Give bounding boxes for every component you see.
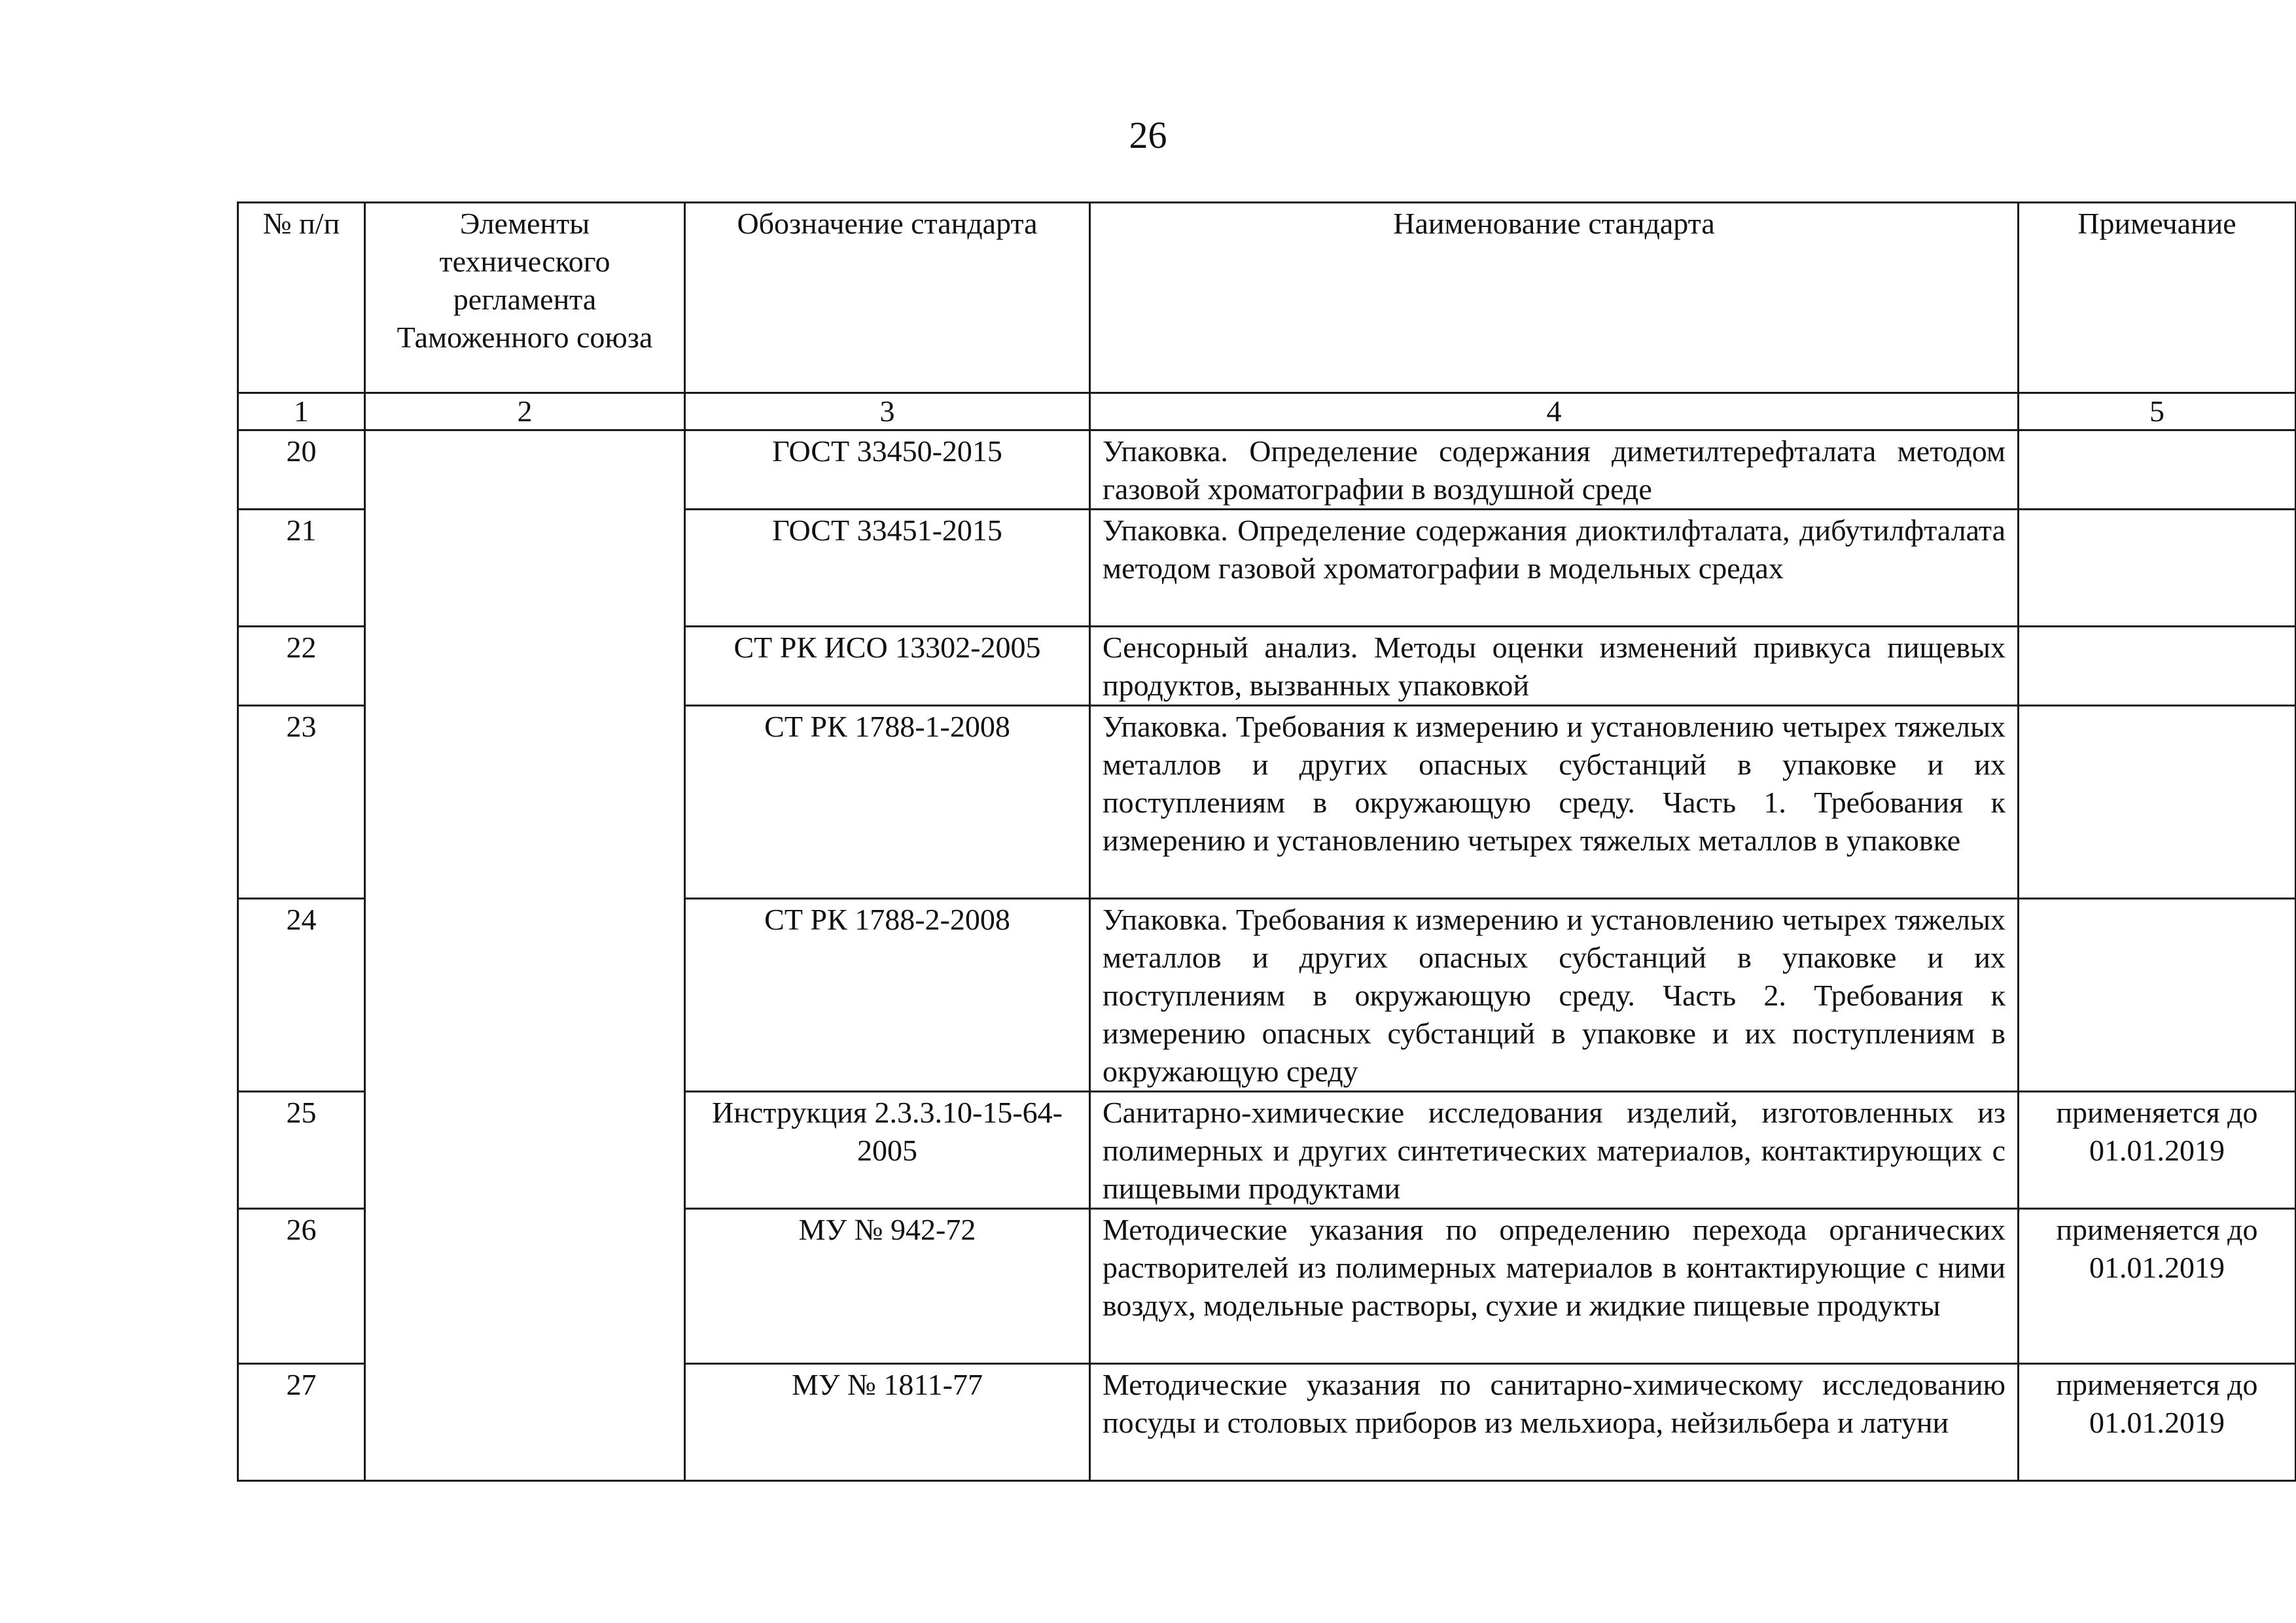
row-num: 21 bbox=[238, 510, 365, 627]
column-index-row bbox=[238, 393, 2296, 430]
row-name: Упаковка. Определение содержания диоктилфталата, дибутилфталата методом газовой хроматографии в модельных средах bbox=[1090, 510, 2019, 627]
row-note: применяется до 01.01.2019 bbox=[2019, 1092, 2296, 1209]
column-index: 4 bbox=[1090, 393, 2019, 430]
row-num: 27 bbox=[238, 1364, 365, 1481]
header-note: Примечание bbox=[2019, 203, 2296, 393]
page-number: 26 bbox=[1129, 114, 1167, 156]
row-num: 26 bbox=[238, 1209, 365, 1364]
row-code: ГОСТ 33451-2015 bbox=[685, 510, 1090, 627]
row-code: МУ № 1811-77 bbox=[685, 1364, 1090, 1481]
row-code: СТ РК ИСО 13302-2005 bbox=[685, 627, 1090, 706]
header-elements: Элементы технического регламента Таможенного союза bbox=[365, 203, 685, 393]
row-note bbox=[2019, 706, 2296, 899]
row-num: 25 bbox=[238, 1092, 365, 1209]
row-note: применяется до 01.01.2019 bbox=[2019, 1209, 2296, 1364]
row-num: 20 bbox=[238, 430, 365, 510]
row-name: Сенсорный анализ. Методы оценки изменений привкуса пищевых продуктов, вызванных упаковкой bbox=[1090, 627, 2019, 706]
row-code: СТ РК 1788-2-2008 bbox=[685, 899, 1090, 1092]
column-index: 1 bbox=[238, 393, 365, 430]
row-name: Упаковка. Требования к измерению и установлению четырех тяжелых металлов и других опасных субстанций в упаковке и их поступлениям в окружающую среду. Часть 1. Требования к измерению и установлению четырех тяжелых металлов в упаковке bbox=[1090, 706, 2019, 899]
header-code: Обозначение стандарта bbox=[685, 203, 1090, 393]
row-note bbox=[2019, 430, 2296, 510]
row-name: Методические указания по определению перехода органических растворителей из полимерных материалов в контактирующие с ними воздух, модельные растворы, сухие и жидкие пищевые продукты bbox=[1090, 1209, 2019, 1364]
row-code: МУ № 942-72 bbox=[685, 1209, 1090, 1364]
row-note bbox=[2019, 627, 2296, 706]
elements-merged-cell bbox=[365, 430, 685, 1481]
row-name: Методические указания по санитарно-химическому исследованию посуды и столовых приборов из мельхиора, нейзильбера и латуни bbox=[1090, 1364, 2019, 1481]
row-num: 24 bbox=[238, 899, 365, 1092]
row-note bbox=[2019, 899, 2296, 1092]
row-note: применяется до 01.01.2019 bbox=[2019, 1364, 2296, 1481]
row-num: 22 bbox=[238, 627, 365, 706]
row-name: Упаковка. Требования к измерению и установлению четырех тяжелых металлов и других опасных субстанций в упаковке и их поступлениям в окружающую среду. Часть 2. Требования к измерению опасных субстанций в упаковке и их поступлениям в окружающую среду bbox=[1090, 899, 2019, 1092]
column-index: 5 bbox=[2019, 393, 2296, 430]
standards-table bbox=[237, 201, 2296, 1482]
row-code: СТ РК 1788-1-2008 bbox=[685, 706, 1090, 899]
row-note bbox=[2019, 510, 2296, 627]
column-index: 3 bbox=[685, 393, 1090, 430]
row-code: Инструкция 2.3.3.10-15-64-2005 bbox=[685, 1092, 1090, 1209]
column-index: 2 bbox=[365, 393, 685, 430]
header-num: № п/п bbox=[238, 203, 365, 393]
row-code: ГОСТ 33450-2015 bbox=[685, 430, 1090, 510]
table-row bbox=[238, 430, 2296, 510]
table-header-row bbox=[238, 203, 2296, 393]
row-name: Санитарно-химические исследования изделий, изготовленных из полимерных и других синтетических материалов, контактирующих с пищевыми продуктами bbox=[1090, 1092, 2019, 1209]
row-num: 23 bbox=[238, 706, 365, 899]
header-name: Наименование стандарта bbox=[1090, 203, 2019, 393]
row-name: Упаковка. Определение содержания диметилтерефталата методом газовой хроматографии в воздушной среде bbox=[1090, 430, 2019, 510]
